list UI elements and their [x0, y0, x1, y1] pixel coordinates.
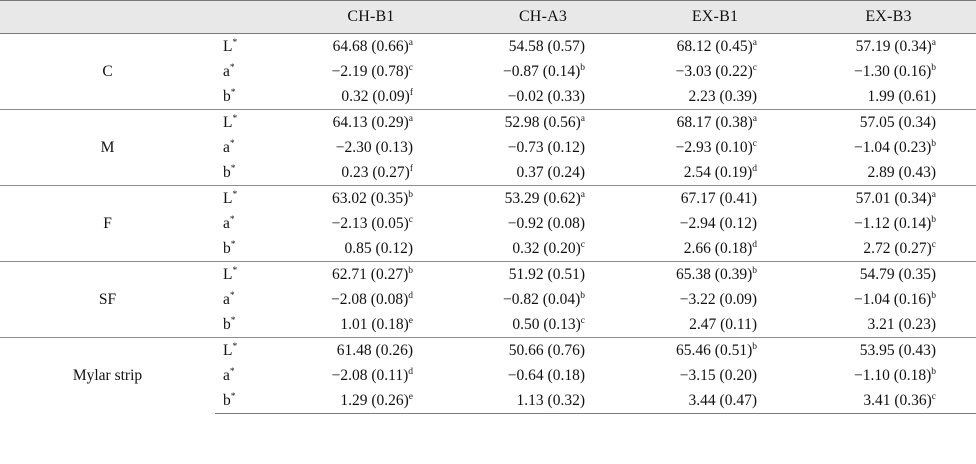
value-cell — [629, 287, 801, 312]
value-text: 51.92 (0.51) — [508, 265, 585, 283]
table-row — [0, 262, 976, 288]
parameter-symbol: b — [223, 239, 231, 257]
value-text: 2.47 (0.11) — [689, 315, 757, 333]
value-cell — [629, 236, 801, 262]
value-text: −0.82 (0.04) — [503, 290, 581, 308]
parameter-label — [215, 186, 285, 212]
value-cell — [629, 262, 801, 288]
value-text: −3.03 (0.22) — [675, 62, 753, 80]
value-text: 57.01 (0.34) — [855, 189, 932, 207]
value-cell — [801, 110, 976, 136]
value-cell — [285, 236, 457, 262]
value-superscript: b — [408, 189, 413, 200]
value-text: 53.95 (0.43) — [859, 341, 936, 359]
value-cell — [457, 160, 629, 186]
parameter-symbol: b — [223, 87, 231, 105]
value-superscript: a — [931, 37, 936, 48]
value-text: 63.02 (0.35) — [332, 189, 409, 207]
value-superscript: a — [580, 189, 585, 200]
row-group-label: SF — [0, 262, 215, 338]
value-superscript: a — [408, 113, 413, 124]
value-text: 0.85 (0.12) — [344, 239, 413, 257]
parameter-star: * — [230, 315, 236, 326]
parameter-label — [215, 34, 285, 60]
value-text: −2.30 (0.13) — [335, 138, 413, 156]
value-cell — [457, 388, 629, 414]
value-cell — [457, 186, 629, 212]
value-text: −2.94 (0.12) — [679, 214, 757, 232]
value-text: −3.15 (0.20) — [679, 366, 757, 384]
value-text: −2.08 (0.08) — [331, 290, 409, 308]
parameter-label — [215, 135, 285, 160]
value-cell — [285, 262, 457, 288]
value-text: 3.44 (0.47) — [688, 391, 757, 409]
value-superscript: b — [931, 290, 936, 301]
parameter-star: * — [232, 265, 238, 276]
value-text: 65.38 (0.39) — [676, 265, 753, 283]
value-cell — [801, 34, 976, 60]
value-cell — [285, 388, 457, 414]
parameter-star: * — [230, 163, 236, 174]
value-superscript: c — [580, 315, 585, 326]
value-text: 0.32 (0.09) — [341, 87, 410, 105]
table-body — [0, 34, 976, 414]
value-text: 3.41 (0.36) — [863, 391, 932, 409]
value-cell — [629, 388, 801, 414]
value-text: 2.89 (0.43) — [867, 163, 936, 181]
value-text: −1.10 (0.18) — [854, 366, 932, 384]
parameter-label — [215, 59, 285, 84]
parameter-star: * — [230, 391, 236, 402]
parameter-symbol: a — [223, 366, 230, 384]
value-text: 0.32 (0.20) — [512, 239, 581, 257]
value-cell — [285, 160, 457, 186]
value-superscript: a — [752, 113, 757, 124]
value-text: 61.48 (0.26) — [336, 341, 413, 359]
value-superscript: f — [409, 163, 413, 174]
value-cell — [801, 287, 976, 312]
value-text: −1.12 (0.14) — [854, 214, 932, 232]
value-text: −0.92 (0.08) — [507, 214, 585, 232]
value-text: −1.30 (0.16) — [854, 62, 932, 80]
value-cell — [285, 84, 457, 110]
value-superscript: d — [408, 290, 413, 301]
parameter-star: * — [229, 214, 235, 225]
value-cell — [457, 262, 629, 288]
value-cell — [629, 160, 801, 186]
parameter-star: * — [229, 290, 235, 301]
table-row — [0, 110, 976, 136]
table-row — [0, 186, 976, 212]
value-superscript: c — [408, 214, 413, 225]
value-superscript: c — [408, 62, 413, 73]
row-group-label: Mylar strip — [0, 338, 215, 414]
value-superscript: a — [931, 189, 936, 200]
value-superscript: a — [408, 37, 413, 48]
value-text: 52.98 (0.56) — [504, 113, 581, 131]
value-cell — [285, 363, 457, 388]
parameter-label — [215, 312, 285, 338]
value-cell — [629, 338, 801, 364]
value-superscript: c — [931, 239, 936, 250]
parameter-star: * — [232, 189, 238, 200]
value-superscript: b — [931, 214, 936, 225]
value-text: −2.08 (0.11) — [331, 366, 409, 384]
value-cell — [801, 160, 976, 186]
value-cell — [629, 186, 801, 212]
value-text: −0.73 (0.12) — [507, 138, 585, 156]
value-cell — [285, 338, 457, 364]
parameter-label — [215, 236, 285, 262]
value-text: 50.66 (0.76) — [508, 341, 585, 359]
header-cell-group — [0, 1, 215, 34]
value-text: −0.64 (0.18) — [507, 366, 585, 384]
value-cell — [801, 363, 976, 388]
table-header — [0, 1, 976, 34]
parameter-star: * — [232, 37, 238, 48]
value-text: 3.21 (0.23) — [867, 315, 936, 333]
value-text: −0.02 (0.33) — [507, 87, 585, 105]
value-superscript: f — [409, 87, 413, 98]
header-cell-ex-b1: EX-B1 — [629, 1, 801, 34]
value-cell — [457, 84, 629, 110]
value-text: 68.17 (0.38) — [676, 113, 753, 131]
parameter-label — [215, 287, 285, 312]
row-group-label: M — [0, 110, 215, 186]
parameter-symbol: a — [223, 214, 230, 232]
parameter-label — [215, 262, 285, 288]
value-cell — [285, 59, 457, 84]
value-cell — [285, 110, 457, 136]
value-cell — [629, 363, 801, 388]
value-superscript: d — [752, 239, 757, 250]
parameter-star: * — [230, 239, 236, 250]
value-superscript: d — [408, 366, 413, 377]
value-superscript: e — [408, 315, 413, 326]
value-text: 65.46 (0.51) — [676, 341, 753, 359]
value-cell — [457, 211, 629, 236]
value-cell — [285, 287, 457, 312]
parameter-label — [215, 211, 285, 236]
value-superscript: b — [752, 265, 757, 276]
parameter-symbol: b — [223, 315, 231, 333]
parameter-symbol: a — [223, 62, 230, 80]
value-cell — [457, 34, 629, 60]
value-cell — [801, 338, 976, 364]
value-cell — [457, 110, 629, 136]
value-cell — [629, 110, 801, 136]
value-text: 1.13 (0.32) — [516, 391, 585, 409]
value-cell — [801, 211, 976, 236]
value-text: 2.54 (0.19) — [683, 163, 753, 181]
value-superscript: c — [752, 138, 757, 149]
parameter-label — [215, 110, 285, 136]
value-cell — [285, 211, 457, 236]
value-text: 54.79 (0.35) — [859, 265, 936, 283]
parameter-star: * — [229, 62, 235, 73]
value-text: −0.87 (0.14) — [503, 62, 581, 80]
value-cell — [801, 84, 976, 110]
parameter-label — [215, 388, 285, 414]
value-cell — [285, 312, 457, 338]
value-cell — [457, 363, 629, 388]
value-text: 2.66 (0.18) — [683, 239, 753, 257]
value-text: −1.04 (0.23) — [854, 138, 932, 156]
value-text: −1.04 (0.16) — [854, 290, 932, 308]
parameter-symbol: L — [223, 37, 233, 55]
value-cell — [457, 287, 629, 312]
value-superscript: d — [752, 163, 757, 174]
value-cell — [801, 262, 976, 288]
value-cell — [457, 135, 629, 160]
parameter-symbol: L — [223, 113, 233, 131]
value-superscript: c — [752, 62, 757, 73]
parameter-symbol: L — [223, 189, 233, 207]
value-cell — [801, 186, 976, 212]
table-header-row — [0, 1, 976, 34]
value-superscript: e — [408, 391, 413, 402]
value-superscript: b — [931, 366, 936, 377]
value-text: 57.05 (0.34) — [859, 113, 936, 131]
parameter-star: * — [229, 138, 235, 149]
parameter-label — [215, 160, 285, 186]
parameter-symbol: L — [223, 265, 233, 283]
parameter-symbol: a — [223, 290, 230, 308]
value-cell — [629, 312, 801, 338]
value-text: 53.29 (0.62) — [504, 189, 581, 207]
value-text: 64.13 (0.29) — [332, 113, 409, 131]
value-text: 57.19 (0.34) — [855, 37, 932, 55]
value-cell — [629, 211, 801, 236]
value-text: 54.58 (0.57) — [508, 37, 585, 55]
value-cell — [801, 59, 976, 84]
value-text: 64.68 (0.66) — [332, 37, 409, 55]
value-text: −2.13 (0.05) — [331, 214, 409, 232]
row-group-label: C — [102, 62, 113, 80]
value-cell — [629, 84, 801, 110]
value-text: 2.72 (0.27) — [863, 239, 932, 257]
value-text: 67.17 (0.41) — [680, 189, 757, 207]
header-cell-ch-b1: CH-B1 — [285, 1, 457, 34]
parameter-label — [215, 363, 285, 388]
table-row — [0, 338, 976, 364]
header-cell-ch-a3: CH-A3 — [457, 1, 629, 34]
value-cell — [285, 135, 457, 160]
value-text: −2.19 (0.78) — [331, 62, 409, 80]
value-superscript: b — [931, 138, 936, 149]
value-cell — [801, 236, 976, 262]
value-superscript: b — [931, 62, 936, 73]
header-cell-param — [215, 1, 285, 34]
value-text: 68.12 (0.45) — [676, 37, 753, 55]
parameter-label — [215, 84, 285, 110]
parameter-label — [215, 338, 285, 364]
value-text: 1.01 (0.18) — [340, 315, 409, 333]
value-text: 1.29 (0.26) — [340, 391, 409, 409]
value-cell — [457, 236, 629, 262]
table-row — [0, 34, 976, 60]
parameter-symbol: L — [223, 341, 233, 359]
value-text: 0.23 (0.27) — [341, 163, 410, 181]
value-text: −2.93 (0.10) — [675, 138, 753, 156]
value-superscript: b — [580, 62, 585, 73]
value-text: 2.23 (0.39) — [688, 87, 757, 105]
value-superscript: b — [580, 290, 585, 301]
value-superscript: a — [580, 113, 585, 124]
value-superscript: a — [752, 37, 757, 48]
value-superscript: c — [580, 239, 585, 250]
value-cell — [285, 186, 457, 212]
value-cell — [629, 34, 801, 60]
value-superscript: b — [752, 341, 757, 352]
value-cell — [801, 135, 976, 160]
value-text: 62.71 (0.27) — [332, 265, 409, 283]
parameter-star: * — [229, 366, 235, 377]
parameter-symbol: a — [223, 138, 230, 156]
parameter-symbol: b — [223, 163, 231, 181]
value-text: 1.99 (0.61) — [867, 87, 936, 105]
value-cell — [457, 312, 629, 338]
parameter-star: * — [230, 87, 236, 98]
parameter-symbol: b — [223, 391, 231, 409]
parameter-star: * — [232, 341, 238, 352]
value-cell — [457, 338, 629, 364]
value-cell — [801, 312, 976, 338]
value-cell — [629, 59, 801, 84]
value-text: −3.22 (0.09) — [679, 290, 757, 308]
value-text: 0.37 (0.24) — [516, 163, 585, 181]
row-group-label: F — [0, 186, 215, 262]
header-cell-ex-b3: EX-B3 — [801, 1, 976, 34]
value-cell — [457, 59, 629, 84]
value-superscript: b — [408, 265, 413, 276]
value-cell — [629, 135, 801, 160]
value-text: 0.50 (0.13) — [512, 315, 581, 333]
value-cell — [801, 388, 976, 414]
parameter-star: * — [232, 113, 238, 124]
value-superscript: c — [931, 391, 936, 402]
value-cell — [285, 34, 457, 60]
